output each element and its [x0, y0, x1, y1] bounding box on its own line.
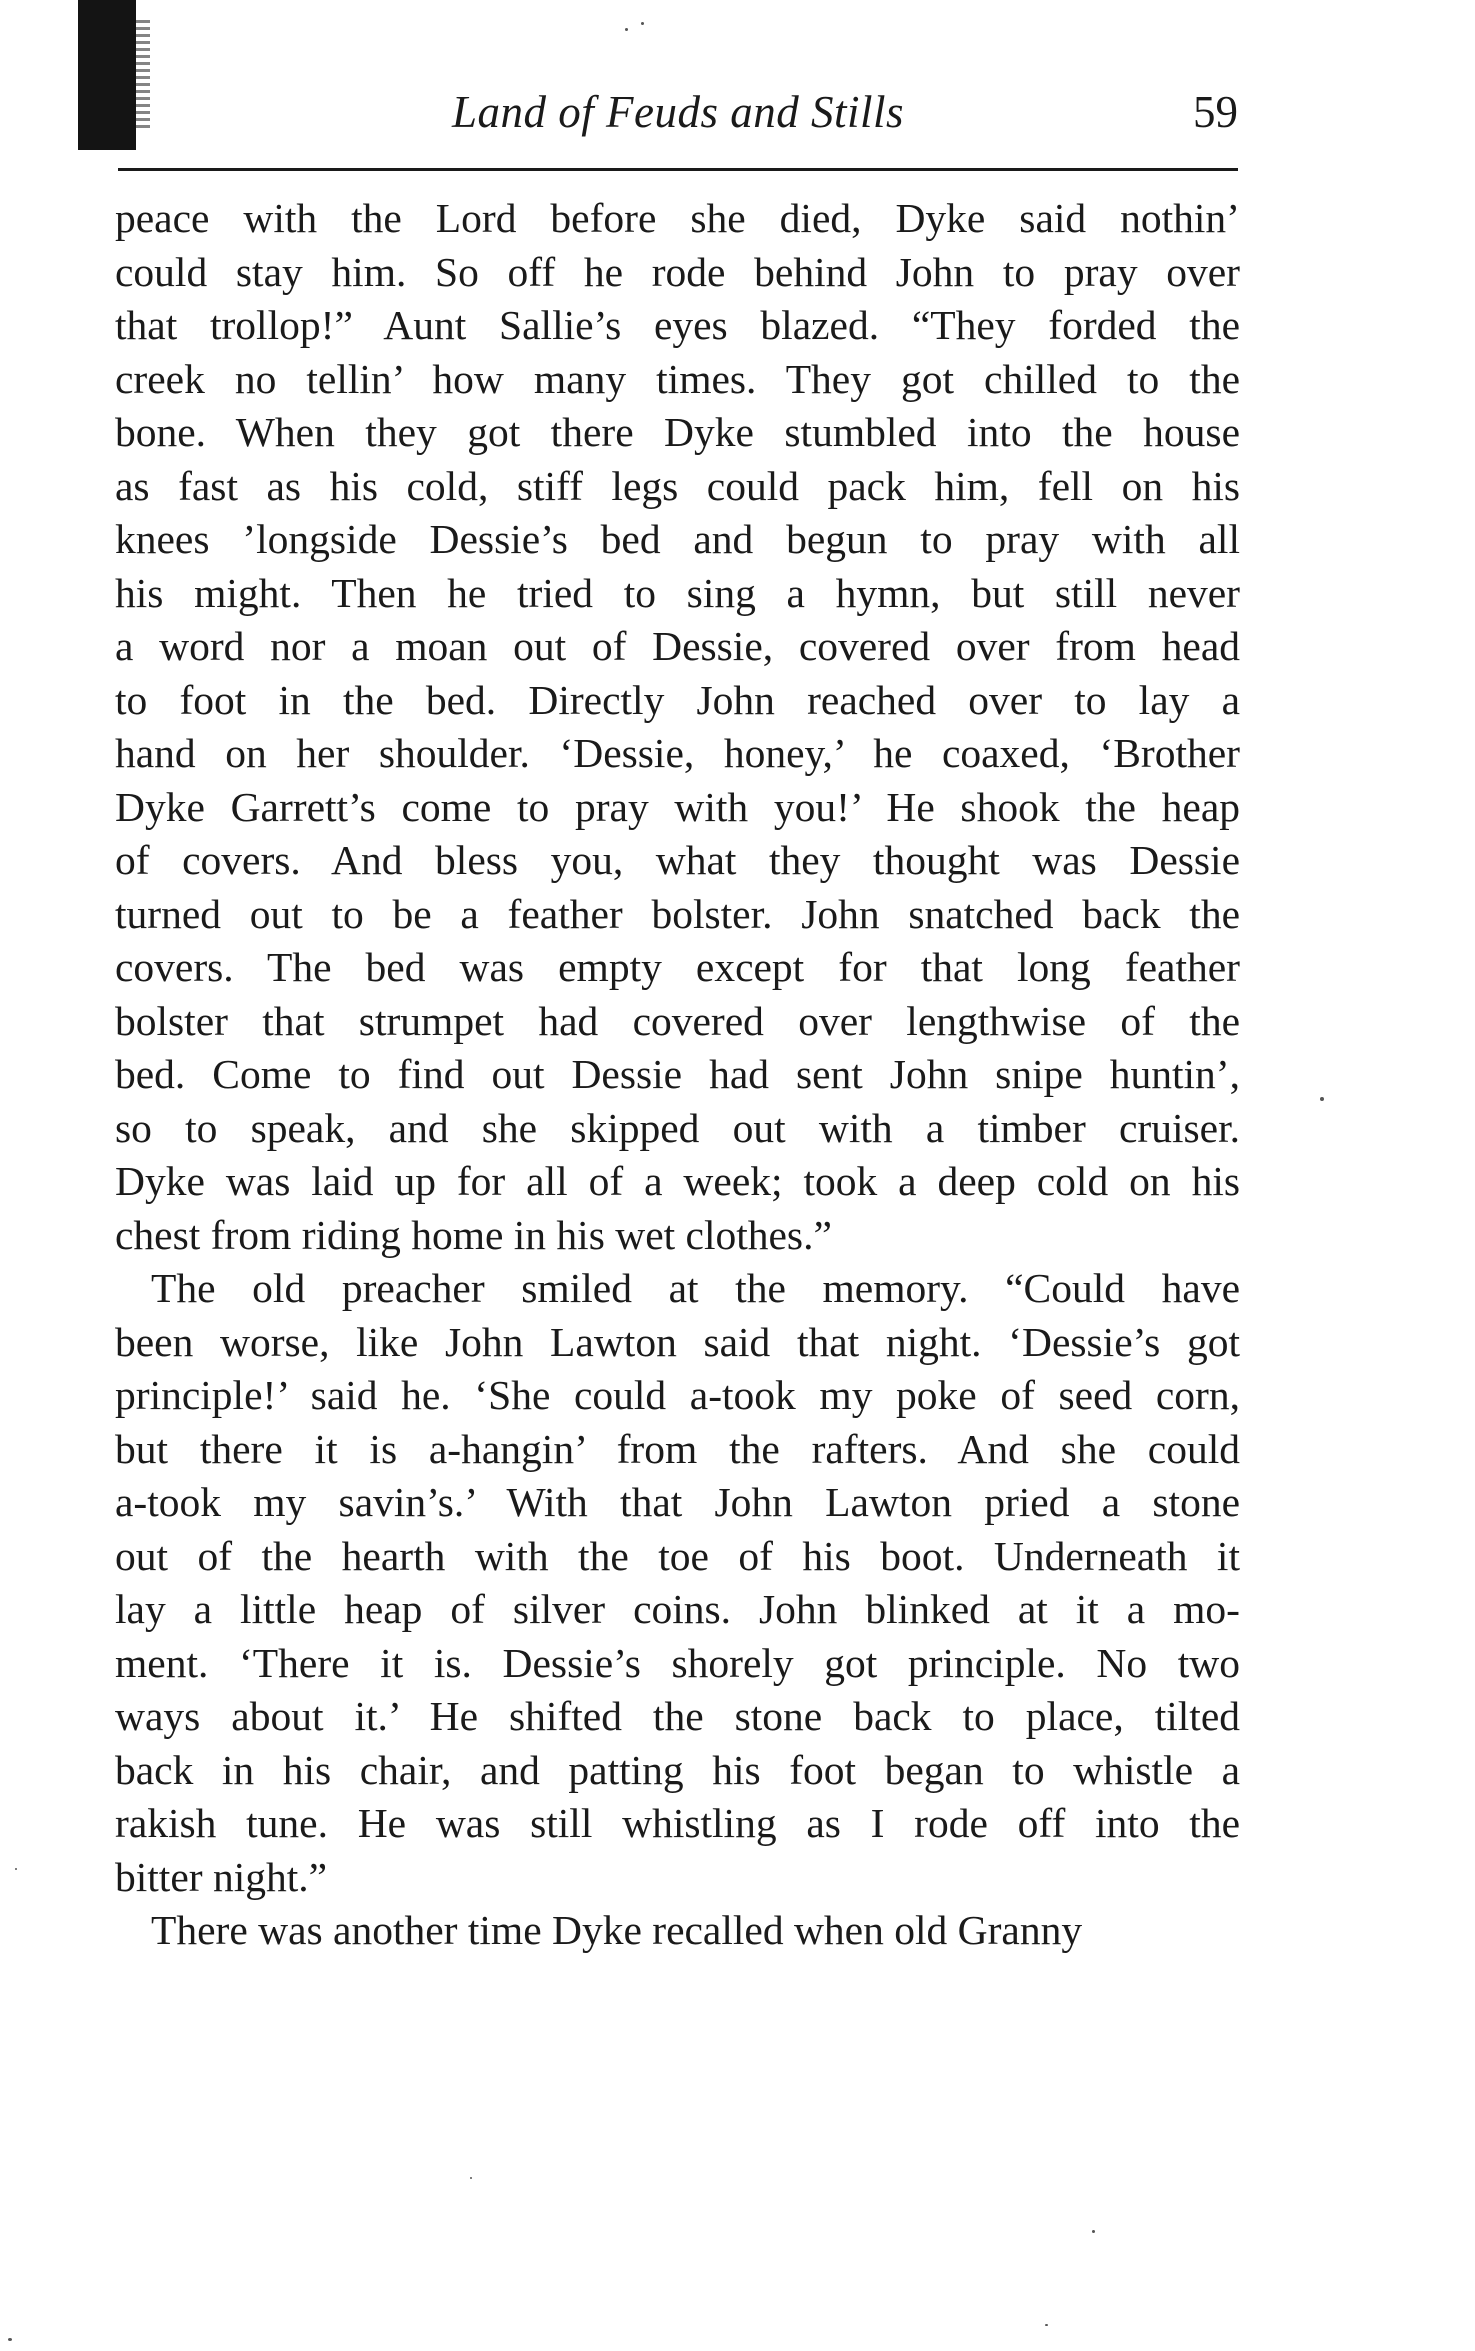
text-line: but there it is a-hangin’ from the rafters. And she could — [115, 1425, 1240, 1472]
text-line: Dyke was laid up for all of a week; took a deep cold on his — [115, 1158, 1240, 1204]
text-line: bone. When they got there Dyke stumbled into the house — [115, 409, 1240, 455]
text-line: peace with the Lord before she died, Dyke said nothin’ — [115, 195, 1240, 241]
text-line: so to speak, and she skipped out with a timber cruiser. — [115, 1104, 1240, 1151]
running-title: Land of Feuds and Stills — [451, 87, 905, 137]
page-number: 59 — [1193, 87, 1238, 137]
paragraph-start-line: There was another time Dyke recalled when old Granny — [151, 1907, 1083, 1953]
paragraph-end-line: bitter night.” — [115, 1853, 328, 1900]
text-line: of covers. And bless you, what they thought was Dessie — [115, 837, 1240, 883]
text-line: hand on her shoulder. ‘Dessie, honey,’ he coaxed, ‘Brother — [115, 730, 1240, 776]
header-rule — [118, 168, 1238, 171]
text-line: ways about it.’ He shifted the stone back to place, tilted — [115, 1693, 1240, 1739]
paragraph-end-line: chest from riding home in his wet clothes.” — [115, 1211, 832, 1258]
text-line: a-took my savin’s.’ With that John Lawton pried a stone — [115, 1479, 1240, 1525]
text-line: bolster that strumpet had covered over lengthwise of the — [115, 997, 1240, 1044]
text-line: out of the hearth with the toe of his boot. Underneath it — [115, 1532, 1240, 1579]
text-line: ment. ‘There it is. Dessie’s shorely got principle. No two — [115, 1639, 1240, 1686]
body-text — [115, 192, 1240, 1958]
text-line: bed. Come to find out Dessie had sent John snipe huntin’, — [115, 1051, 1240, 1097]
text-line: principle!’ said he. ‘She could a-took my poke of seed corn, — [115, 1372, 1240, 1418]
text-line: a word nor a moan out of Dessie, covered over from head — [115, 623, 1240, 669]
text-line: been worse, like John Lawton said that night. ‘Dessie’s got — [115, 1318, 1240, 1365]
running-head — [118, 84, 1238, 154]
text-line: knees ’longside Dessie’s bed and begun to pray with all — [115, 516, 1240, 562]
text-line: creek no tellin’ how many times. They got chilled to the — [115, 355, 1240, 402]
text-line: as fast as his cold, stiff legs could pack him, fell on his — [115, 462, 1240, 509]
text-line: that trollop!” Aunt Sallie’s eyes blazed. “They forded the — [115, 302, 1240, 348]
text-line: to foot in the bed. Directly John reached over to lay a — [115, 676, 1240, 723]
text-line: turned out to be a feather bolster. John snatched back the — [115, 890, 1240, 937]
text-line: covers. The bed was empty except for that long feather — [115, 944, 1240, 990]
text-line: Dyke Garrett’s come to pray with you!’ He shook the heap — [115, 783, 1240, 830]
text-line: back in his chair, and patting his foot began to whistle a — [115, 1746, 1240, 1793]
paragraph-start-line: The old preacher smiled at the memory. “Could have — [151, 1265, 1240, 1311]
text-line: lay a little heap of silver coins. John blinked at it a mo- — [115, 1586, 1240, 1632]
text-line: rakish tune. He was still whistling as I rode off into the — [115, 1800, 1240, 1846]
text-line: his might. Then he tried to sing a hymn, but still never — [115, 569, 1240, 616]
text-line: could stay him. So off he rode behind John to pray over — [115, 248, 1240, 295]
